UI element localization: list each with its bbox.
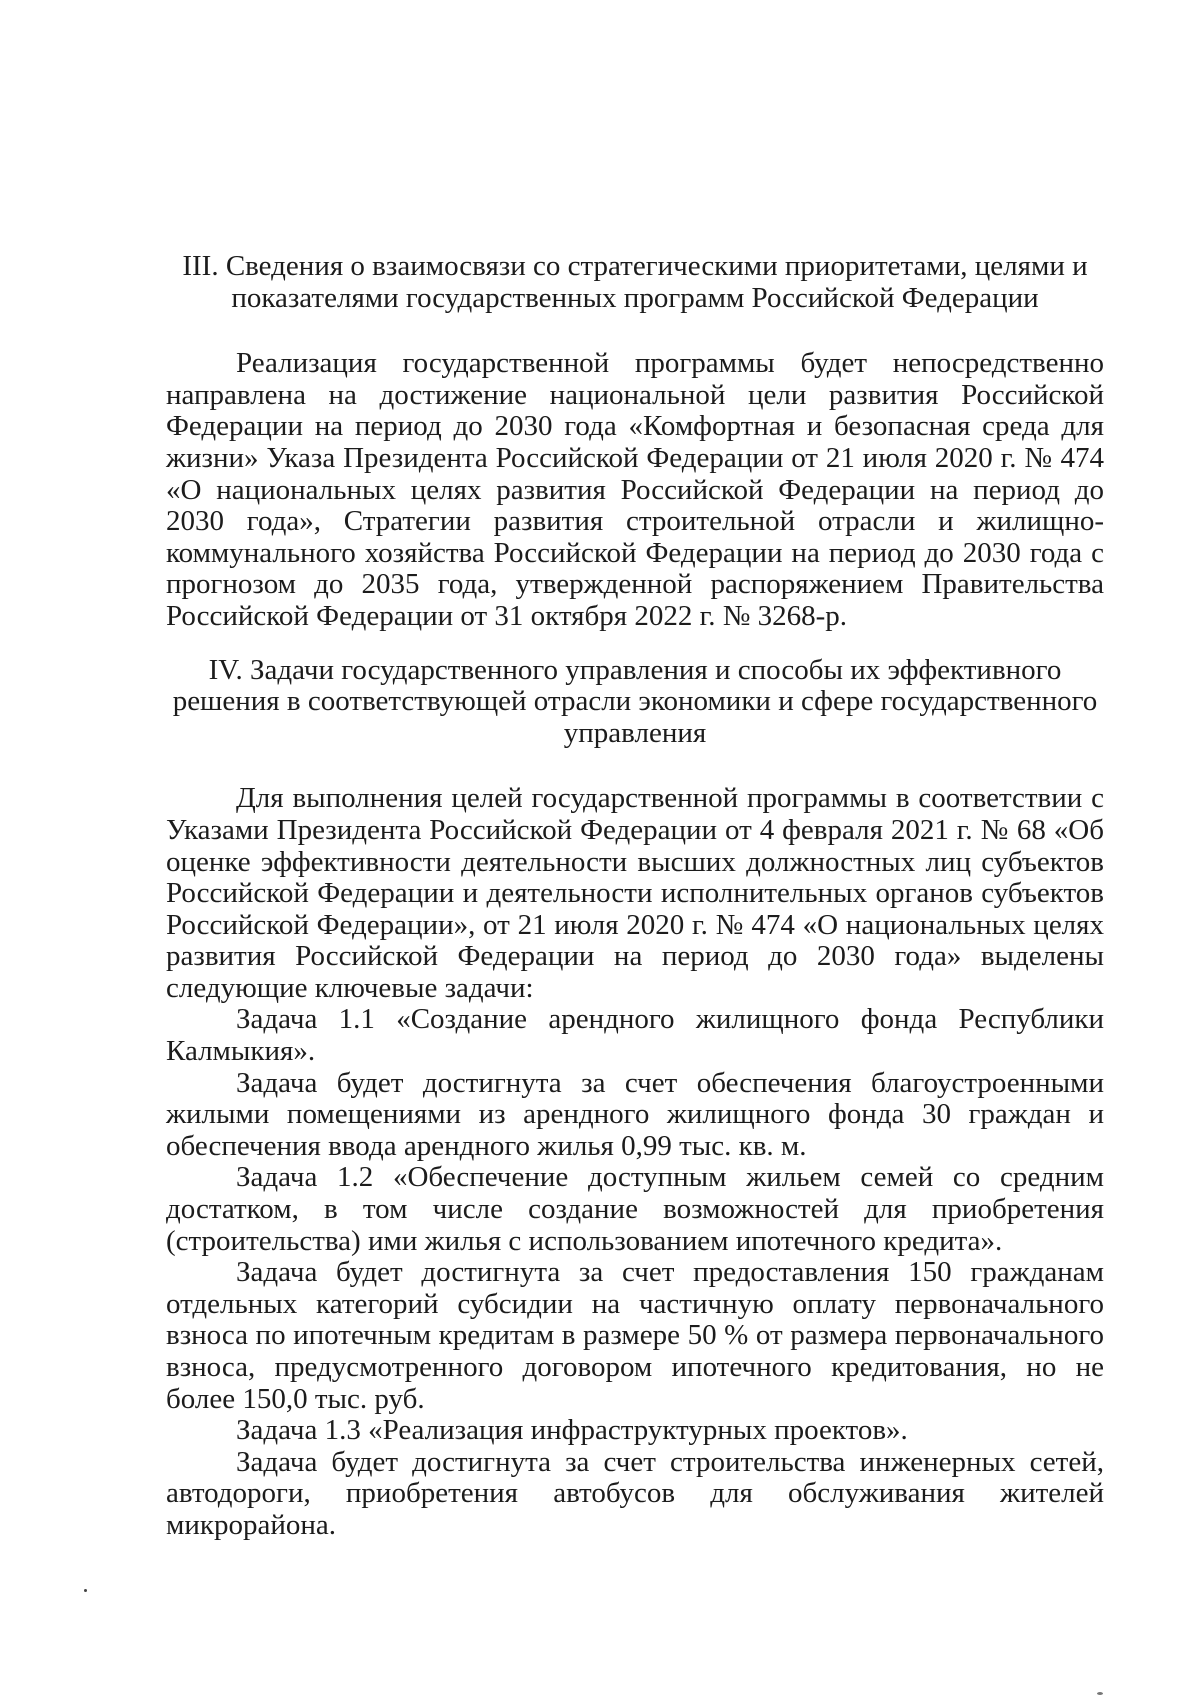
task-1-1: Задача 1.1 «Создание арендного жилищного фонда Республики Калмыкия». <box>166 1003 1104 1068</box>
task-1-3-detail: Задача будет достигнута за счет строительства инженерных сетей, автодороги, приобретения автобусов для обслуживания жителей микрорайона. <box>166 1445 1104 1541</box>
spacer <box>166 749 1104 783</box>
section-3-paragraph: Реализация государственной программы будет непосредственно направлена на достижение национальной цели развития Российской Федерации на период до 2030 года «Комфортная и безопасная среда для жизни» Указа Президента Российской Федерации от 21 июля 2020 г. № 474 «О национальных целях развития Российской Федерации на период до 2030 года», Стратегии развития строительной отрасли и жилищно-коммунального хозяйства Российской Федерации на период до 2030 года с прогнозом до 2035 года, утвержденной распоряжением Правительства Российской Федерации от 31 октября 2022 г. № 3268-р. <box>166 347 1104 632</box>
section-3-heading-line-1: III. Сведения о взаимосвязи со стратегическими приоритетами, целями и <box>182 250 1088 282</box>
spacer <box>166 314 1104 348</box>
task-1-2-detail: Задача будет достигнута за счет предоставления 150 гражданам отдельных категорий субсидии на частичную оплату первоначального взноса по ипотечным кредитам в размере 50 % от размера первоначального взноса, предусмотренного договором ипотечного кредитования, но не более 150,0 тыс. руб. <box>166 1256 1104 1415</box>
document-body <box>166 251 1104 1542</box>
section-4-intro: Для выполнения целей государственной программы в соответствии с Указами Президента Российской Федерации от 4 февраля 2021 г. № 68 «Об оценке эффективности деятельности высших должностных лиц субъектов Российской Федерации и деятельности исполнительных органов субъектов Российской Федерации», от 21 июля 2020 г. № 474 «О национальных целях развития Российской Федерации на период до 2030 года» выделены следующие ключевые задачи: <box>166 782 1104 1004</box>
scan-speck <box>84 1589 87 1592</box>
task-1-2: Задача 1.2 «Обеспечение доступным жильем семей со средним достатком, в том числе создание возможностей для приобретения (строительства) ими жилья с использованием ипотечного кредита». <box>166 1161 1104 1257</box>
section-4-heading-line-2: решения в соответствующей отрасли экономики и сфере государственного <box>172 685 1098 718</box>
spacer <box>166 633 1104 655</box>
section-4-heading <box>166 655 1104 750</box>
scan-speck <box>1097 1692 1103 1695</box>
task-1-3: Задача 1.3 «Реализация инфраструктурных проектов». <box>236 1414 908 1447</box>
task-1-1-detail: Задача будет достигнута за счет обеспечения благоустроенными жилыми помещениями из арендного жилищного фонда 30 граждан и обеспечения ввода арендного жилья 0,99 тыс. кв. м. <box>166 1066 1104 1162</box>
section-3-heading-line-2: показателями государственных программ Российской Федерации <box>231 281 1039 314</box>
section-3-heading <box>166 251 1104 314</box>
section-4-heading-line-1: IV. Задачи государственного управления и способы их эффективного <box>208 653 1062 686</box>
section-4-heading-line-3: управления <box>563 716 707 749</box>
